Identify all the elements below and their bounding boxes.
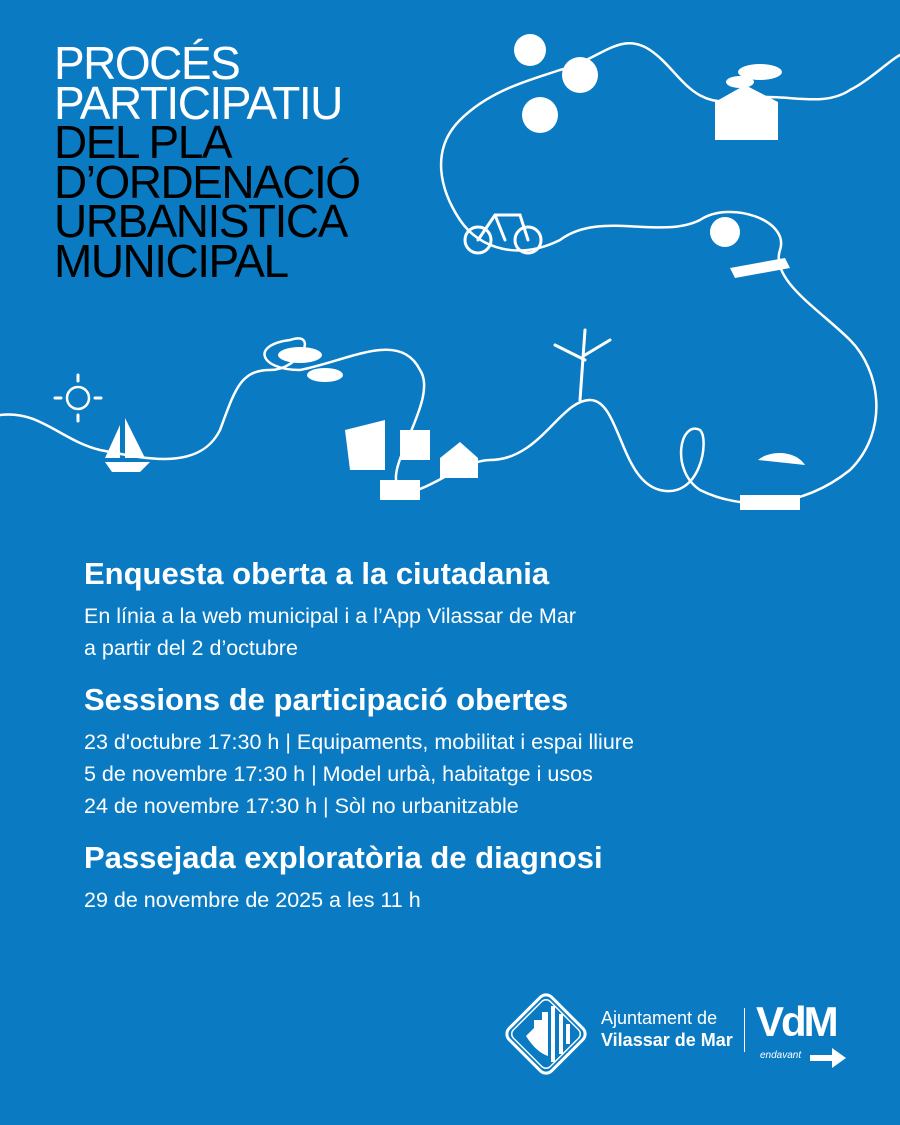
section-line: a partir del 2 d’octubre bbox=[84, 636, 298, 660]
municipal-shield-icon bbox=[498, 986, 594, 1082]
section-heading: Enquesta oberta a la ciutadania bbox=[84, 556, 550, 591]
section-line: 24 de novembre 17:30 h | Sòl no urbanitzable bbox=[84, 794, 519, 818]
page-title bbox=[54, 37, 360, 287]
section-line: 23 d'octubre 17:30 h | Equipaments, mobilitat i espai lliure bbox=[84, 730, 634, 754]
arrow-right-icon bbox=[808, 1046, 848, 1070]
title-line: PROCÉS bbox=[54, 37, 240, 89]
title-line: DEL PLA bbox=[54, 116, 232, 168]
title-line: D’ORDENACIÓ bbox=[54, 155, 360, 208]
section-line: 29 de novembre de 2025 a les 11 h bbox=[84, 888, 421, 912]
section-line: 5 de novembre 17:30 h | Model urbà, habitatge i usos bbox=[84, 762, 593, 786]
brand-logo: VdM bbox=[756, 998, 836, 1045]
footer-line2: Vilassar de Mar bbox=[601, 1030, 733, 1050]
brand-tagline: endavant bbox=[760, 1050, 802, 1061]
title-line: URBANISTICA bbox=[54, 195, 347, 247]
section-heading: Passejada exploratòria de diagnosi bbox=[84, 840, 603, 875]
event-info bbox=[84, 556, 634, 934]
footer-divider bbox=[744, 1008, 745, 1052]
footer-line1: Ajuntament de bbox=[601, 1008, 718, 1028]
footer-logo bbox=[498, 986, 836, 1087]
section-sessions bbox=[84, 682, 634, 822]
title-line: MUNICIPAL bbox=[54, 234, 288, 287]
title-line: PARTICIPATIU bbox=[54, 76, 342, 129]
section-walk bbox=[84, 840, 634, 916]
section-survey bbox=[84, 556, 634, 664]
section-heading: Sessions de participació obertes bbox=[84, 682, 569, 717]
section-line: En línia a la web municipal i a l’App Vilassar de Mar bbox=[84, 604, 576, 628]
